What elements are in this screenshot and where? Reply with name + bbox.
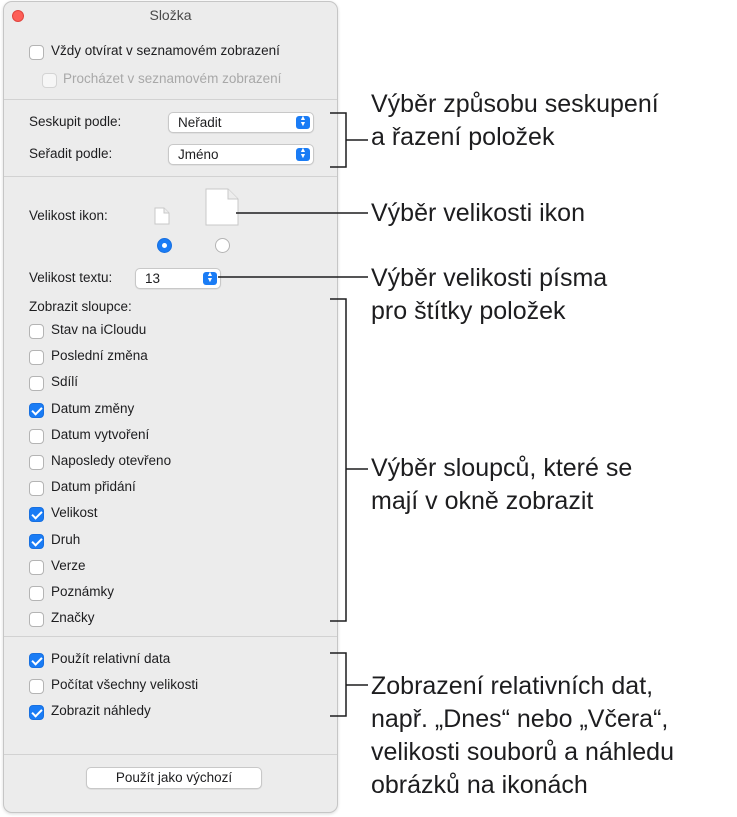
column-label: Datum přidání — [51, 479, 136, 495]
column-label: Datum vytvoření — [51, 426, 150, 442]
columns-label: Zobrazit sloupce: — [29, 299, 132, 314]
column-label: Naposledy otevřeno — [51, 453, 172, 468]
always-list-label: Vždy otvírat v seznamovém zobrazení — [51, 43, 280, 58]
option-label: Počítat všechny velikosti — [51, 677, 199, 692]
use-as-default-button[interactable]: Použít jako výchozí — [86, 767, 262, 789]
group-by-label: Seskupit podle: — [29, 114, 122, 129]
sort-by-label: Seřadit podle: — [29, 146, 113, 161]
annotation-relative: Zobrazení relativních dat, např. „Dnes“ nebo „Včera“, velikosti souborů a náhledu obrázků na ikonách — [371, 672, 674, 799]
column-label: Verze — [51, 557, 86, 573]
columns-bracket — [330, 299, 346, 621]
annotation-text-size: Výběr velikosti písma pro štítky položek — [371, 264, 608, 325]
window-title: Složka — [149, 7, 192, 23]
group-by-value: Neřadit — [178, 115, 222, 130]
annotation-grouping: Výběr způsobu seskupení a řazení položek — [371, 90, 659, 151]
option-label: Použít relativní data — [51, 651, 171, 666]
popup-arrows-icon: ▲ ▼ — [296, 148, 310, 161]
sort-by-value: Jméno — [178, 147, 219, 162]
annotation-columns: Výběr sloupců, které se mají v okně zobrazit — [371, 454, 633, 515]
column-label: Značky — [51, 610, 95, 626]
column-label: Poznámky — [51, 584, 115, 599]
extras-bracket — [330, 653, 346, 716]
browse-list-label: Procházet v seznamovém zobrazení — [63, 71, 282, 86]
grouping-bracket — [330, 113, 346, 167]
column-label: Stav na iCloudu — [51, 322, 147, 337]
popup-arrows-icon: ▲ ▼ — [296, 116, 310, 129]
icon-size-label: Velikost ikon: — [29, 208, 108, 223]
popup-arrows-icon: ▲ ▼ — [203, 272, 217, 285]
column-label: Poslední změna — [51, 348, 148, 364]
column-label: Velikost — [51, 505, 98, 521]
text-size-value: 13 — [145, 271, 161, 286]
text-size-label: Velikost textu: — [29, 270, 113, 285]
column-label: Druh — [51, 531, 81, 547]
column-label: Datum změny — [51, 400, 135, 416]
option-label: Zobrazit náhledy — [51, 703, 151, 718]
annotation-icon-size: Výběr velikosti ikon — [371, 199, 585, 227]
column-label: Sdílí — [51, 374, 79, 390]
